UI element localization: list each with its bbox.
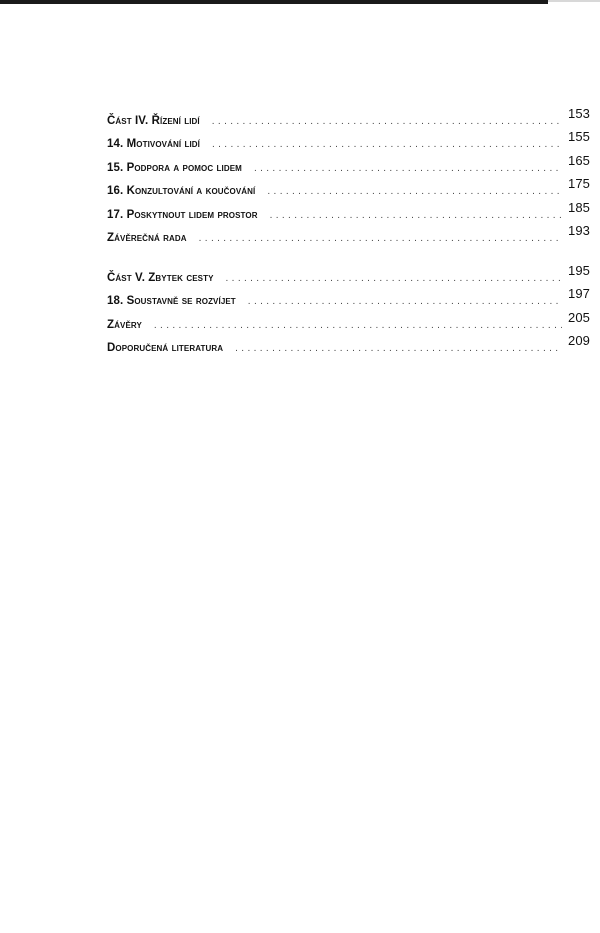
toc-entry-page: 165 [568,152,590,168]
page-top-edge-fade [548,0,600,2]
toc-section-part-5 [107,265,590,359]
toc-entry [107,309,590,335]
toc-entry-page: 155 [568,129,590,145]
toc-leader-dots [154,314,562,337]
toc-entry [107,108,590,131]
toc-leader-dots [235,337,562,360]
page-top-edge [0,0,548,4]
toc-entry-title: Část IV. Řízení lidí [107,115,200,127]
toc-entry-page: 193 [568,222,590,238]
toc-leader-dots [270,204,562,227]
toc-entry-page: 153 [568,106,590,121]
toc-entry-page: 185 [568,199,590,215]
toc-entry-title: Doporučená literatura [107,342,224,355]
toc-section-part-4 [107,108,590,248]
toc-leader-dots [212,133,562,156]
toc-entry-page: 195 [568,263,590,278]
toc-entry-title: 15. Podpora a pomoc lidem [107,161,242,174]
toc-entry-title: 18. Soustavně se rozvíjet [107,295,236,308]
toc-entry [107,131,590,154]
toc-entry [107,265,590,288]
toc-entry-page: 197 [568,286,590,302]
toc-leader-dots [248,290,562,313]
toc-leader-dots [199,227,562,250]
toc-leader-dots [212,110,562,133]
toc-leader-dots [254,157,562,180]
toc-entry-title: 14. Motivování lidí [107,138,200,151]
toc-leader-dots [226,267,562,290]
toc-entry [107,335,590,358]
toc-leader-dots [267,180,562,203]
toc-entry [107,199,590,225]
toc-entry-title: Část V. Zbytek cesty [107,272,214,284]
toc-entry [107,222,590,248]
toc-entry-page: 205 [568,309,590,325]
toc-entry-title: 16. Konzultování a koučování [107,185,256,198]
toc-entry-page: 209 [568,333,590,349]
toc-entry-title: Závěrečná rada [107,231,187,244]
toc-entry-page: 175 [568,176,590,192]
toc-entry [107,288,590,311]
toc-entry [107,178,590,201]
toc-entry [107,152,590,178]
toc-entry-title: Závěry [107,318,142,331]
toc-entry-title: 17. Poskytnout lidem prostor [107,208,258,221]
